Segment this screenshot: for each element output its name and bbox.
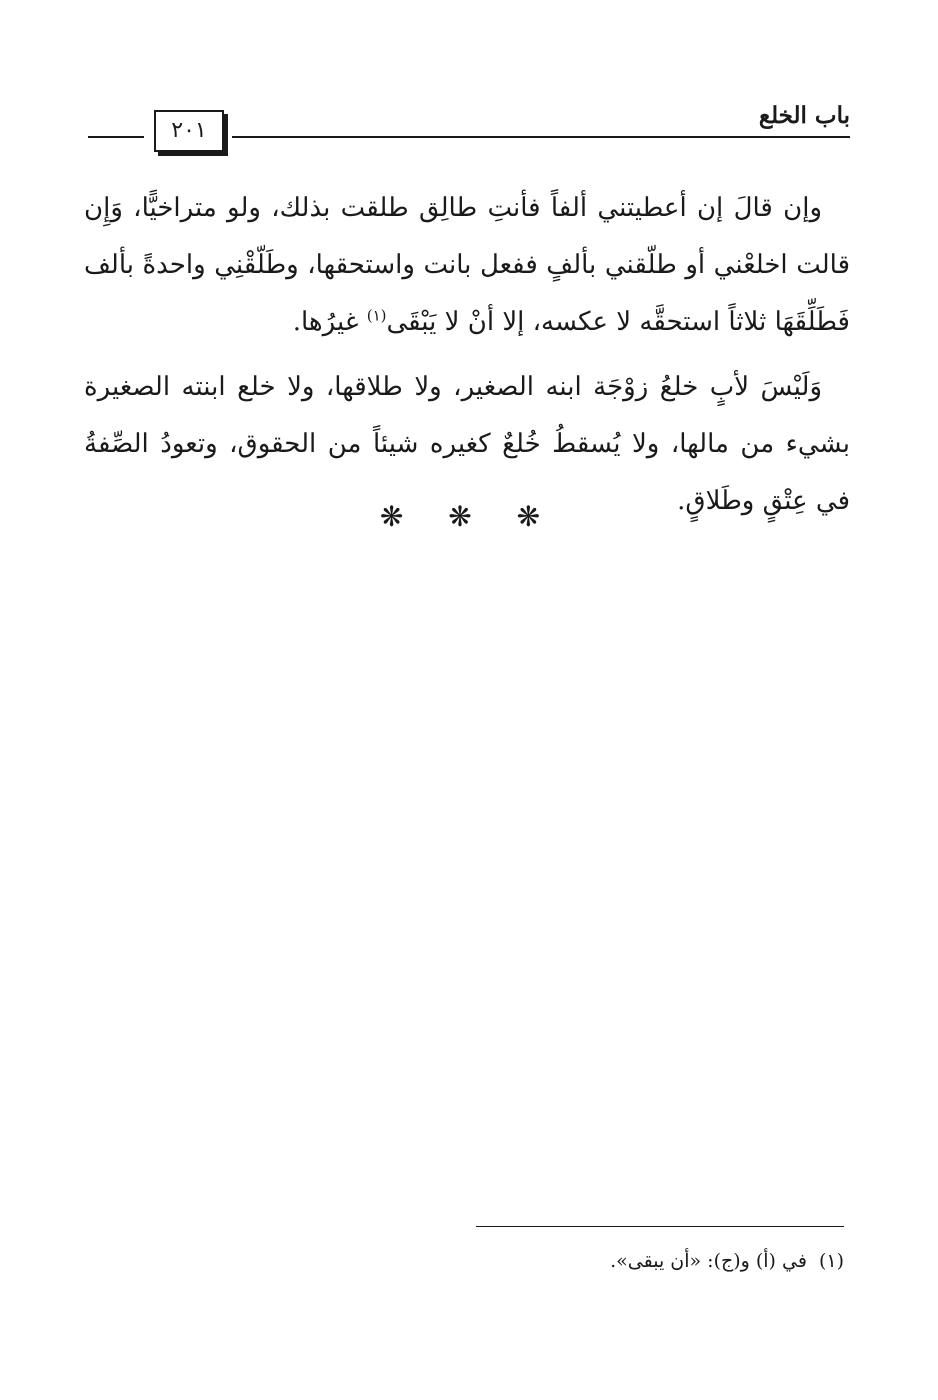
section-ornament: ❋ ❋ ❋ — [379, 500, 559, 533]
footnote-reference[interactable]: (١) — [366, 306, 387, 325]
paragraph-1-text: وإن قالَ إن أعطيتني ألفاً فأنتِ طالِق طلقت بذلك، ولو متراخيًّا، وَإِن قالت اخلعْني أو طلّقني بألفٍ ففعل بانت واستحقها، وطَلّقْنِي واحدةً بألف فَطَلِّقَهَا ثلاثاً استحقَّه لا عكسه، إلا أنْ لا يَبْقَى — [84, 193, 850, 337]
main-text — [84, 180, 850, 530]
running-header-title: باب الخلع — [758, 102, 850, 129]
footnote-separator — [476, 1226, 844, 1227]
footnote-text: في (أ) و(ج): «أن يبقى». — [610, 1250, 807, 1272]
paragraph-1-tail: غيرُها. — [292, 307, 367, 337]
footnote-1 — [610, 1250, 844, 1272]
footnote-number: (١) — [818, 1250, 844, 1272]
header-rule-short — [88, 136, 144, 138]
paragraph-2: وَلَيْسَ لأبٍ خلعُ زوْجَة ابنه الصغير، ولا طلاقها، ولا خلع ابنته الصغيرة بشيء من مالها، ولا يُسقطُ خُلعٌ كغيره شيئاً من الحقوق، وتعودُ الصِّفةُ في عِتْقٍ وطَلاقٍ. — [84, 372, 850, 516]
page-number: ٢٠١ — [154, 110, 224, 152]
paragraph-1 — [84, 180, 850, 351]
header-rule — [232, 136, 850, 138]
